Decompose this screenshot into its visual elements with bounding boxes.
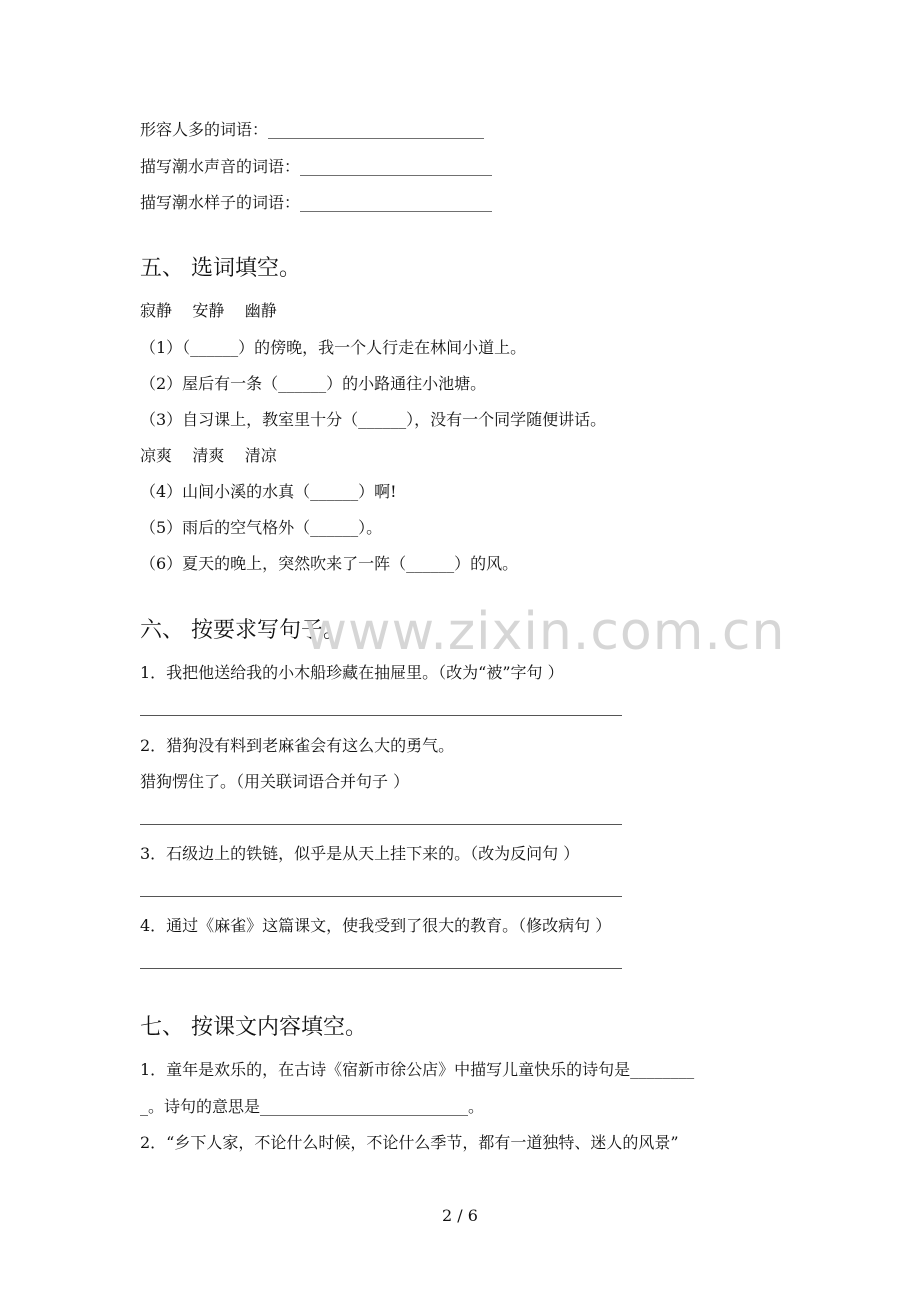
section-5-heading: 五、 选词填空。 [140, 256, 301, 281]
answer-rule-4 [140, 968, 622, 969]
answer-rule-3 [140, 896, 622, 897]
fill-line-tide-look-words: 描写潮水样子的词语：________________________ [140, 193, 493, 212]
question-6: （6）夏天的晚上，突然吹来了一阵（______）的风。 [140, 554, 519, 573]
sentence-task-4: 4．通过《麻雀》这篇课文，使我受到了很大的教育。（修改病句 ） [140, 916, 612, 935]
page-number: 2 / 6 [442, 1206, 478, 1225]
question-3: （3）自习课上，教室里十分（______），没有一个同学随便讲话。 [140, 410, 607, 429]
question-4: （4）山间小溪的水真（______）啊! [140, 482, 397, 501]
sentence-task-3: 3．石级边上的铁链，似乎是从天上挂下来的。（改为反问句 ） [140, 844, 580, 863]
recall-task-1a: 1．童年是欢乐的，在古诗《宿新市徐公店》中描写儿童快乐的诗句是________ [140, 1060, 695, 1079]
fill-line-crowd-words: 形容人多的词语：___________________________ [140, 120, 485, 139]
word-choices-2: 凉爽 清爽 清凉 [140, 446, 277, 465]
recall-task-2: 2．“乡下人家，不论什么时候，不论什么季节，都有一道独特、迷人的风景” [140, 1133, 679, 1152]
recall-task-1b: _。诗句的意思是__________________________。 [140, 1097, 485, 1116]
section-7-heading: 七、 按课文内容填空。 [140, 1015, 367, 1040]
sentence-task-2a: 2．猎狗没有料到老麻雀会有这么大的勇气。 [140, 736, 455, 755]
sentence-task-1: 1．我把他送给我的小木船珍藏在抽屉里。（改为“被”字句 ） [140, 663, 564, 682]
fill-line-tide-sound-words: 描写潮水声音的词语：________________________ [140, 157, 493, 176]
answer-rule-1 [140, 715, 622, 716]
sentence-task-2b: 猎狗愣住了。（用关联词语合并句子 ） [140, 772, 410, 791]
word-choices-1: 寂静 安静 幽静 [140, 301, 277, 320]
question-1: （1）（______）的傍晚，我一个人行走在林间小道上。 [140, 338, 527, 357]
answer-rule-2 [140, 824, 622, 825]
question-2: （2）屋后有一条（______）的小路通往小池塘。 [140, 374, 487, 393]
question-5: （5）雨后的空气格外（______）。 [140, 518, 383, 537]
watermark: www.zixin.com.cn [304, 602, 786, 662]
section-6-heading: 六、 按要求写句子。 [140, 618, 345, 643]
